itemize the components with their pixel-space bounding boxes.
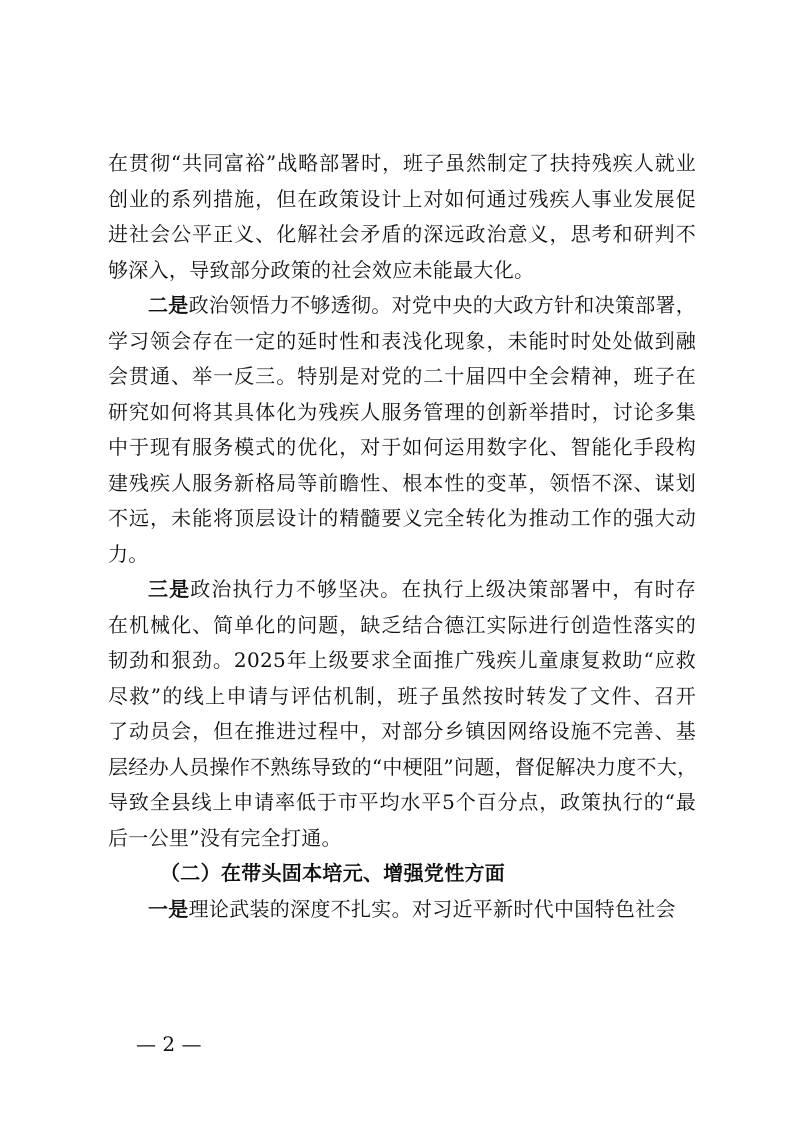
text-line: 进社会公平正义、化解社会矛盾的深远政治意义，思考和研判不 [108,222,696,246]
text-line: 后一公里”没有完全打通。 [108,825,342,850]
text-line [108,892,696,928]
page-number: — 2 — [136,1032,202,1056]
text-line: 创业的系列措施，但在政策设计上对如何通过残疾人事业发展促 [108,186,696,211]
text-line: 尽救”的线上申请与评估机制，班子虽然按时转发了文件、召开 [108,683,696,708]
text-line [108,572,696,608]
section-heading: （二）在带头固本培元、增强党性方面 [160,861,506,885]
body-text [108,146,696,927]
lead-in-label: 三是 [148,577,191,601]
line-text: 政治执行力不够坚决。在执行上级决策部署中，有时存 [190,577,696,601]
text-line: 不远，未能将顶层设计的精髓要义完全转化为推动工作的强大动 [108,506,696,530]
text-line: 研究如何将其具体化为残疾人服务管理的创新举措时，讨论多集 [108,399,696,424]
text-line: 在机械化、简单化的问题，缺乏结合德江实际进行创造性落实的 [108,612,696,637]
text-line: 了动员会，但在推进过程中，对部分乡镇因网络设施不完善、基 [108,719,696,743]
lead-in-label: 一是 [148,896,189,921]
text-line: 在贯彻“共同富裕”战略部署时，班子虽然制定了扶持残疾人就业 [108,151,696,175]
text-line: 层经办人员操作不熟练导致的“中梗阻”问题，督促解决力度不大， [108,754,698,779]
text-line: 韧劲和狠劲。2025年上级要求全面推广残疾儿童康复救助“应救 [108,648,696,672]
text-line: 导致全县线上申请率低于市平均水平5个百分点，政策执行的“最 [108,790,696,814]
text-line: 学习领会存在一定的延时性和表浅化现象，未能时时处处做到融 [108,328,696,353]
text-line: 中于现有服务模式的优化，对于如何运用数字化、智能化手段构 [108,435,696,459]
text-line [108,288,696,324]
text-line: 会贯通、举一反三。特别是对党的二十届四中全会精神，班子在 [108,364,696,388]
lead-in-label: 二是 [148,293,189,317]
text-line: 力。 [108,541,149,566]
line-text: 政治领悟力不够透彻。对党中央的大政方针和决策部署， [188,293,697,317]
text-line: 够深入，导致部分政策的社会效应未能最大化。 [108,257,535,282]
text-line: 建残疾人服务新格局等前瞻性、根本性的变革，领悟不深、谋划 [108,470,696,495]
line-text: 理论武装的深度不扎实。对习近平新时代中国特色社会 [188,896,676,921]
